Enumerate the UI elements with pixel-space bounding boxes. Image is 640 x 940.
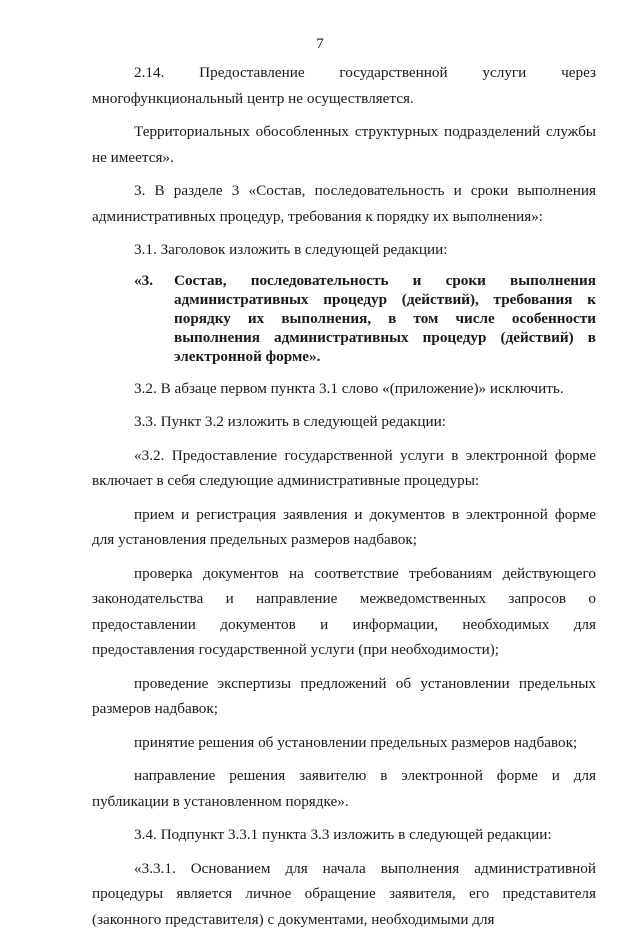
paragraph: 2.14. Предоставление государственной услуги через многофункциональный центр не осуществляется. xyxy=(92,64,596,107)
page-number: 7 xyxy=(316,36,324,52)
section-heading xyxy=(92,271,596,366)
section-heading-text: Состав, последовательность и сроки выполнения административных процедур (действий), требования к порядку их выполнения, в том числе особенности выполнения административных процедур (действий) в электронной форме». xyxy=(174,271,596,365)
paragraph: 3.1. Заголовок изложить в следующей редакции: xyxy=(134,241,448,258)
paragraph: проведение экспертизы предложений об установлении предельных размеров надбавок; xyxy=(92,674,596,717)
paragraph: Территориальных обособленных структурных подразделений службы не имеется». xyxy=(92,123,596,166)
paragraph: 3.2. В абзаце первом пункта 3.1 слово «(приложение)» исключить. xyxy=(134,379,564,397)
paragraph: 3.3. Пункт 3.2 изложить в следующей редакции: xyxy=(134,413,447,430)
section-heading-number: «3. xyxy=(134,271,153,289)
paragraph: направление решения заявителю в электронной форме и для публикации в установленном порядке». xyxy=(92,767,596,810)
paragraph: «3.3.1. Основанием для начала выполнения административной процедуры является личное обращение заявителя, его представителя (законного представителя) с документами, необходимыми для xyxy=(92,859,596,928)
paragraph: 3.4. Подпункт 3.3.1 пункта 3.3 изложить в следующей редакции: xyxy=(134,826,552,843)
paragraph: прием и регистрация заявления и документов в электронной форме для установления предельных размеров надбавок; xyxy=(92,505,596,548)
document-body xyxy=(92,60,596,940)
paragraph: проверка документов на соответствие требованиям действующего законодательства и направление межведомственных запросов о предоставлении документов и информации, необходимых для предоставления государственной услуги (при необходимости); xyxy=(92,564,596,658)
paragraph: принятие решения об установлении предельных размеров надбавок; xyxy=(134,733,578,751)
paragraph: «3.2. Предоставление государственной услуги в электронной форме включает в себя следующие административные процедуры: xyxy=(92,446,596,489)
paragraph: 3. В разделе 3 «Состав, последовательность и сроки выполнения административных процедур, требования к порядку их выполнения»: xyxy=(92,182,596,225)
